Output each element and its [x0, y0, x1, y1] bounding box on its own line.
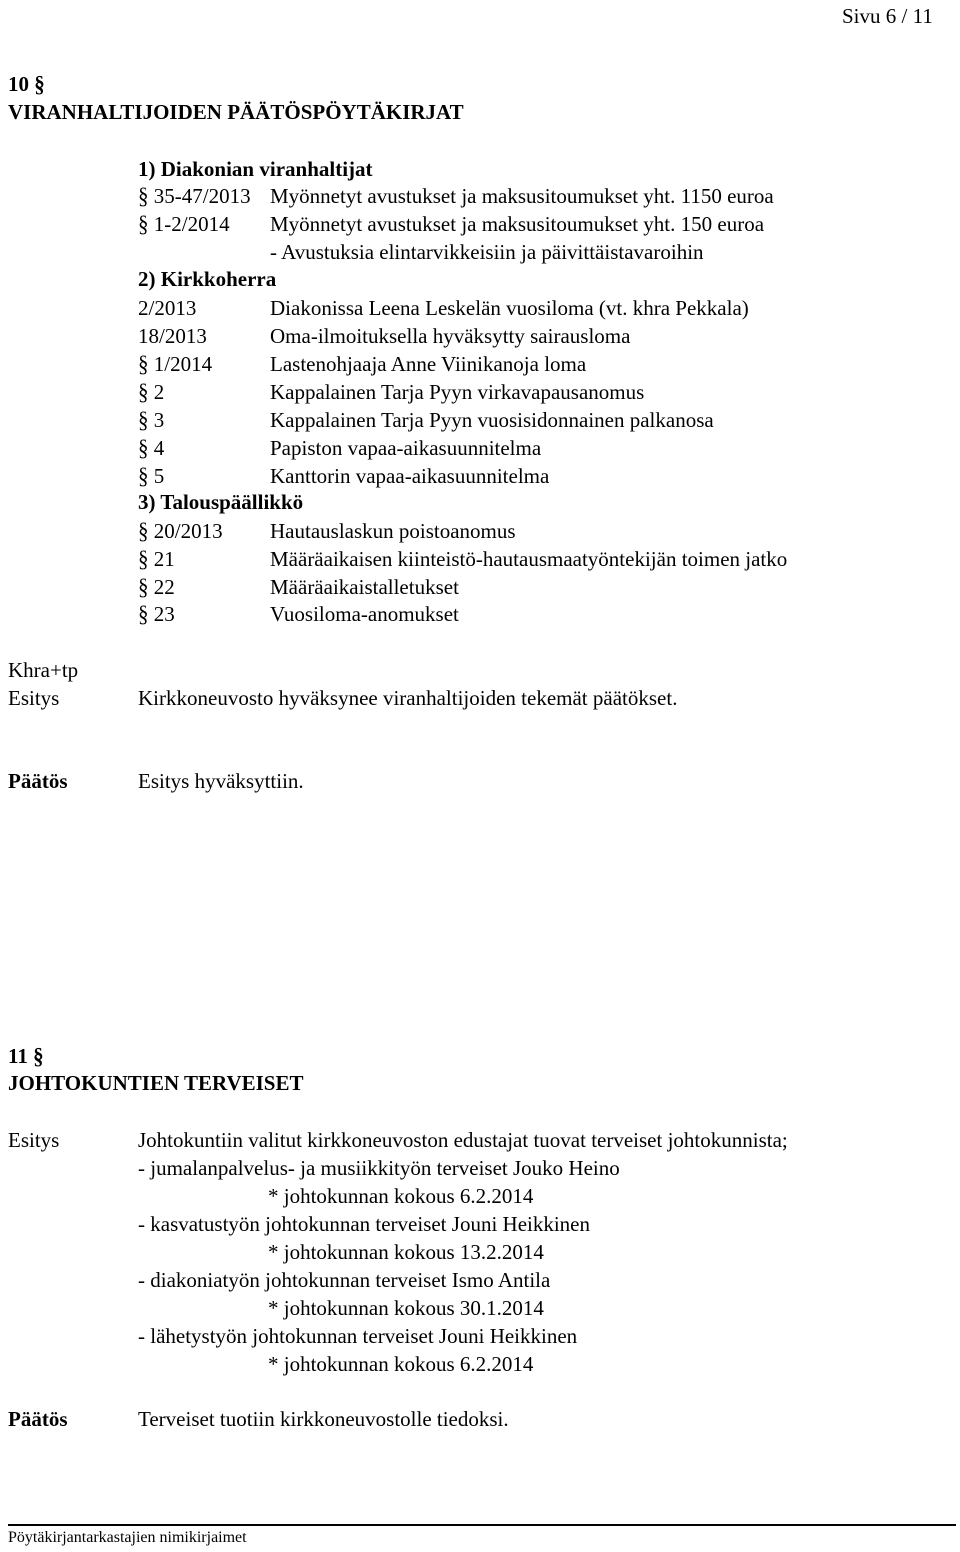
list-item-text: Määräaikaisen kiinteistö-hautausmaatyöntekijän toimen jatko	[270, 547, 788, 571]
section-11-title: JOHTOKUNTIEN TERVEISET	[8, 1071, 304, 1095]
esitys-line: Johtokuntiin valitut kirkkoneuvoston edustajat tuovat terveiset johtokunnista;	[138, 1128, 788, 1152]
esitys-line: * johtokunnan kokous 6.2.2014	[268, 1352, 534, 1376]
section-sign-icon: §	[33, 1042, 44, 1070]
page-number: Sivu 6 / 11	[842, 4, 933, 28]
paatos-label: Päätös	[8, 1407, 68, 1431]
list-item: § 22	[138, 573, 175, 601]
list-item: § 35-47/2013	[138, 182, 251, 210]
section-sign-icon: §	[138, 210, 149, 238]
paatos-text: Esitys hyväksyttiin.	[138, 769, 304, 793]
list-item-text: Hautauslaskun poistoanomus	[270, 519, 516, 543]
esitys-line: - lähetystyön johtokunnan terveiset Jouni Heikkinen	[138, 1324, 578, 1348]
esitys-line: * johtokunnan kokous 30.1.2014	[268, 1296, 544, 1320]
group-heading-talouspaallikko: 3) Talouspäällikkö	[138, 490, 304, 514]
list-item-text: Myönnetyt avustukset ja maksusitoumukset yht. 150 euroa	[270, 212, 765, 236]
list-item-text: Diakonissa Leena Leskelän vuosiloma (vt. khra Pekkala)	[270, 296, 749, 320]
esitys-line: * johtokunnan kokous 6.2.2014	[268, 1184, 534, 1208]
paatos-text: Terveiset tuotiin kirkkoneuvostolle tiedoksi.	[138, 1407, 509, 1431]
list-item: § 4	[138, 434, 164, 462]
list-item: § 21	[138, 545, 175, 573]
section-sign-icon: §	[138, 545, 149, 573]
list-item-text: Kappalainen Tarja Pyyn virkavapausanomus	[270, 380, 645, 404]
list-item-no: 18/2013	[138, 324, 207, 348]
group-heading-kirkkoherra: 2) Kirkkoherra	[138, 267, 277, 291]
section-sign-icon: §	[138, 350, 149, 378]
list-item-text: - Avustuksia elintarvikkeisiin ja päivittäistavaroihin	[270, 240, 704, 264]
section-11-number: 11 §	[8, 1042, 44, 1070]
list-item-no: 2/2013	[138, 296, 197, 320]
section-sign-icon: §	[138, 182, 149, 210]
proposer-label: Khra+tp	[8, 658, 79, 682]
section-10-number: 10 §	[8, 70, 45, 98]
esitys-line: - diakoniatyön johtokunnan terveiset Ismo Antila	[138, 1268, 551, 1292]
list-item-text: Kanttorin vapaa-aikasuunnitelma	[270, 464, 550, 488]
footer-text: Pöytäkirjantarkastajien nimikirjaimet	[8, 1529, 247, 1546]
esitys-line: - jumalanpalvelus- ja musiikkityön terveiset Jouko Heino	[138, 1156, 620, 1180]
list-item-text: Papiston vapaa-aikasuunnitelma	[270, 436, 542, 460]
list-item: § 2	[138, 378, 164, 406]
list-item: § 23	[138, 600, 175, 628]
esitys-label: Esitys	[8, 686, 60, 710]
section-sign-icon: §	[138, 462, 149, 490]
group-heading-diakonia: 1) Diakonian viranhaltijat	[138, 157, 373, 181]
esitys-line: - kasvatustyön johtokunnan terveiset Jouni Heikkinen	[138, 1212, 591, 1236]
list-item-text: Kappalainen Tarja Pyyn vuosisidonnainen palkanosa	[270, 408, 714, 432]
section-sign-icon: §	[34, 70, 45, 98]
list-item: § 20/2013	[138, 517, 223, 545]
section-sign-icon: §	[138, 600, 149, 628]
paatos-label: Päätös	[8, 769, 68, 793]
section-sign-icon: §	[138, 434, 149, 462]
list-item: § 1/2014	[138, 350, 212, 378]
list-item: § 3	[138, 406, 164, 434]
footer-divider	[8, 1524, 956, 1526]
list-item: § 1-2/2014	[138, 210, 230, 238]
list-item-text: Määräaikaistalletukset	[270, 575, 459, 599]
list-item-text: Vuosiloma-anomukset	[270, 602, 459, 626]
section-sign-icon: §	[138, 573, 149, 601]
list-item-text: Myönnetyt avustukset ja maksusitoumukset yht. 1150 euroa	[270, 184, 774, 208]
list-item-text: Lastenohjaaja Anne Viinikanoja loma	[270, 352, 587, 376]
list-item-text: Oma-ilmoituksella hyväksytty sairausloma	[270, 324, 631, 348]
list-item: § 5	[138, 462, 164, 490]
section-10-title: VIRANHALTIJOIDEN PÄÄTÖSPÖYTÄKIRJAT	[8, 100, 464, 124]
section-sign-icon: §	[138, 406, 149, 434]
esitys-text: Kirkkoneuvosto hyväksynee viranhaltijoiden tekemät päätökset.	[138, 686, 678, 710]
section-sign-icon: §	[138, 378, 149, 406]
esitys-line: * johtokunnan kokous 13.2.2014	[268, 1240, 544, 1264]
esitys-label: Esitys	[8, 1128, 60, 1152]
section-sign-icon: §	[138, 517, 149, 545]
